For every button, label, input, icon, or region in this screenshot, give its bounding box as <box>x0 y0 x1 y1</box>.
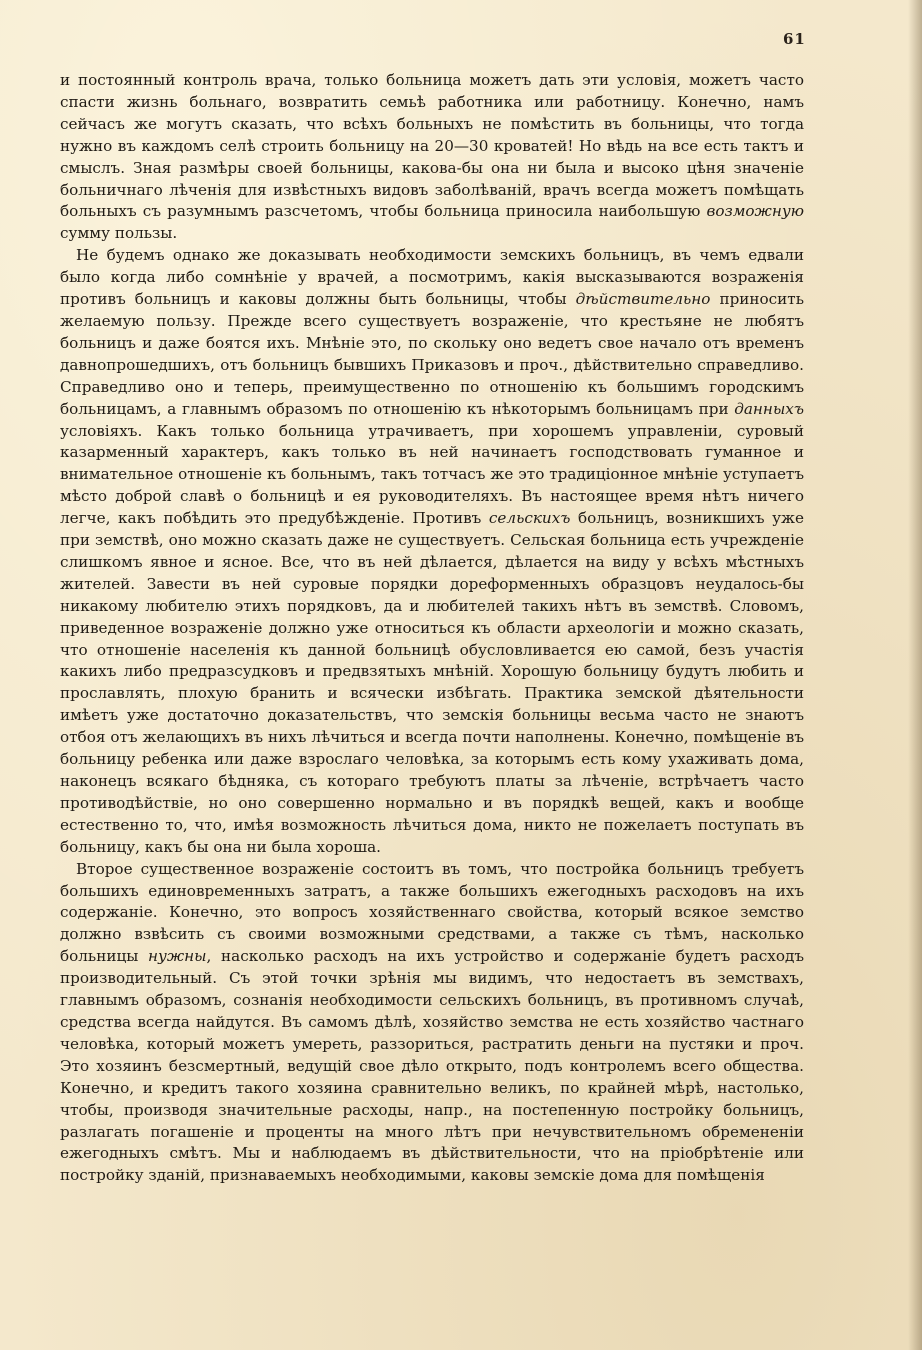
text-run: и постоянный контроль врача, только больница можетъ дать эти условія, можетъ часто спасти жизнь больнаго, возвратить семьѣ работника или работницу. Конечно, намъ сейчасъ же могутъ сказать, что всѣхъ больныхъ не помѣстить въ больницы, что тогда нужно въ каждомъ селѣ строить больницу на 20—30 кроватей! Но вѣдь на все есть тактъ и смыслъ. Зная размѣры своей больницы, какова-бы она ни была и высоко цѣня значеніе больничнаго лѣченія для извѣстныхъ видовъ заболѣваній, врачъ всегда можетъ помѣщать больныхъ съ разумнымъ разсчетомъ, чтобы больница приносила наибольшую <box>60 71 804 221</box>
paragraph <box>60 70 804 245</box>
emphasized-text: данныхъ <box>734 399 804 418</box>
text-run: , насколько расходъ на ихъ устройство и содержаніе будетъ расходъ производительный. Съ этой точки зрѣнія мы видимъ, что недостаетъ въ земствахъ, главнымъ образомъ, сознанія необходимости сельскихъ больницъ, въ противномъ случаѣ, средства всегда найдутся. Въ самомъ дѣлѣ, хозяйство земства не есть хозяйство частнаго человѣка, который можетъ умереть, раззориться, растратить деньги на пустяки и проч. Это хозяинъ безсмертный, ведущій свое дѣло открыто, подъ контролемъ всего общества. Конечно, и кредитъ такого хозяина сравнительно великъ, по крайней мѣрѣ, настолько, чтобы, производя значительные расходы, напр., на постепенную постройку больницъ, разлагать погашеніе и проценты на много лѣтъ при нечувствительномъ обремененіи ежегодныхъ смѣтъ. Мы и наблюдаемъ въ дѣйствительности, что на пріобрѣтеніе или постройку зданій, признаваемыхъ необходимыми, каковы земскіе дома для помѣщенія <box>60 947 804 1185</box>
text-run: Не будемъ однако же доказывать необходимости земскихъ больницъ, въ чемъ едвали было когда либо сомнѣніе у врачей, а посмотримъ, какія высказываются возраженія противъ больницъ и каковы должны быть больницы, чтобы <box>60 246 804 309</box>
paragraph <box>60 245 804 858</box>
emphasized-text: дѣйствительно <box>575 290 711 309</box>
paragraph <box>60 859 804 1188</box>
emphasized-text: возможную <box>706 202 804 221</box>
text-run: больницъ, возникшихъ уже при земствѣ, оно можно сказать даже не существуетъ. Сельская больница есть учрежденіе слишкомъ явное и ясное. Все, что въ ней дѣлается, дѣлается на виду у всѣхъ мѣстныхъ жителей. Завести въ ней суровые порядки дореформенныхъ образцовъ неудалось-бы никакому любителю этихъ порядковъ, да и любителей такихъ нѣтъ въ земствѣ. Словомъ, приведенное возраженіе должно уже относиться къ области археологіи и можно сказать, что отношеніе населенія къ данной больницѣ обусловливается ею самой, безъ участія какихъ либо предразсудковъ и предвзятыхъ мнѣній. Хорошую больницу будутъ любить и прославлять, плохую бранить и всячески избѣгать. Практика земской дѣятельности имѣетъ уже достаточно доказательствъ, что земскія больницы весьма часто не знаютъ отбоя отъ желающихъ въ нихъ лѣчиться и всегда почти наполнены. Конечно, помѣщеніе въ больницу ребенка или даже взрослаго человѣка, за которымъ есть кому ухаживать дома, наконецъ всякаго бѣдняка, съ котораго требуютъ платы за лѣченіе, встрѣчаетъ часто противодѣйствіе, но оно совершенно нормально и въ порядкѣ вещей, какъ и вообще естественно то, что, имѣя возможность лѣчиться дома, никто не пожелаетъ поступать въ больницу, какъ бы она ни была хороша. <box>60 509 804 856</box>
text-run: условіяхъ. Какъ только больница утрачиваетъ, при хорошемъ управленіи, суровый казарменный характеръ, какъ только въ ней начинаетъ господствовать гуманное и внимательное отношеніе къ больнымъ, такъ тотчасъ же это традиціонное мнѣніе уступаетъ мѣсто доброй славѣ о больницѣ и ея руководителяхъ. Въ настоящее время нѣтъ ничего легче, какъ побѣдить это предубѣжденіе. Противъ <box>60 421 804 528</box>
text-run: приносить желаемую пользу. Прежде всего существуетъ возраженіе, что крестьяне не любятъ больницъ и даже боятся ихъ. Мнѣніе это, по скольку оно ведетъ свое начало отъ временъ давнопрошедшихъ, отъ больницъ бывшихъ Приказовъ и проч., дѣйствительно справедливо. Справедливо оно и теперь, преимущественно по отношенію къ большимъ городскимъ больницамъ, а главнымъ образомъ по отношенію къ нѣкоторымъ больницамъ при <box>60 290 804 418</box>
page-number: 61 <box>783 30 806 48</box>
text-run: сумму пользы. <box>60 224 178 243</box>
page-edge-shadow <box>908 0 922 1350</box>
emphasized-text: нужны <box>148 947 207 966</box>
emphasized-text: сельскихъ <box>488 509 571 528</box>
text-body <box>60 70 804 1187</box>
text-run: Второе существенное возраженіе состоитъ въ томъ, что постройка больницъ требуетъ большихъ единовременныхъ затратъ, а также большихъ ежегодныхъ расходовъ на ихъ содержаніе. Конечно, это вопросъ хозяйственнаго свойства, который всякое земство должно взвѣсить съ своими возможными средствами, а также съ тѣмъ, насколько больницы <box>60 859 804 966</box>
